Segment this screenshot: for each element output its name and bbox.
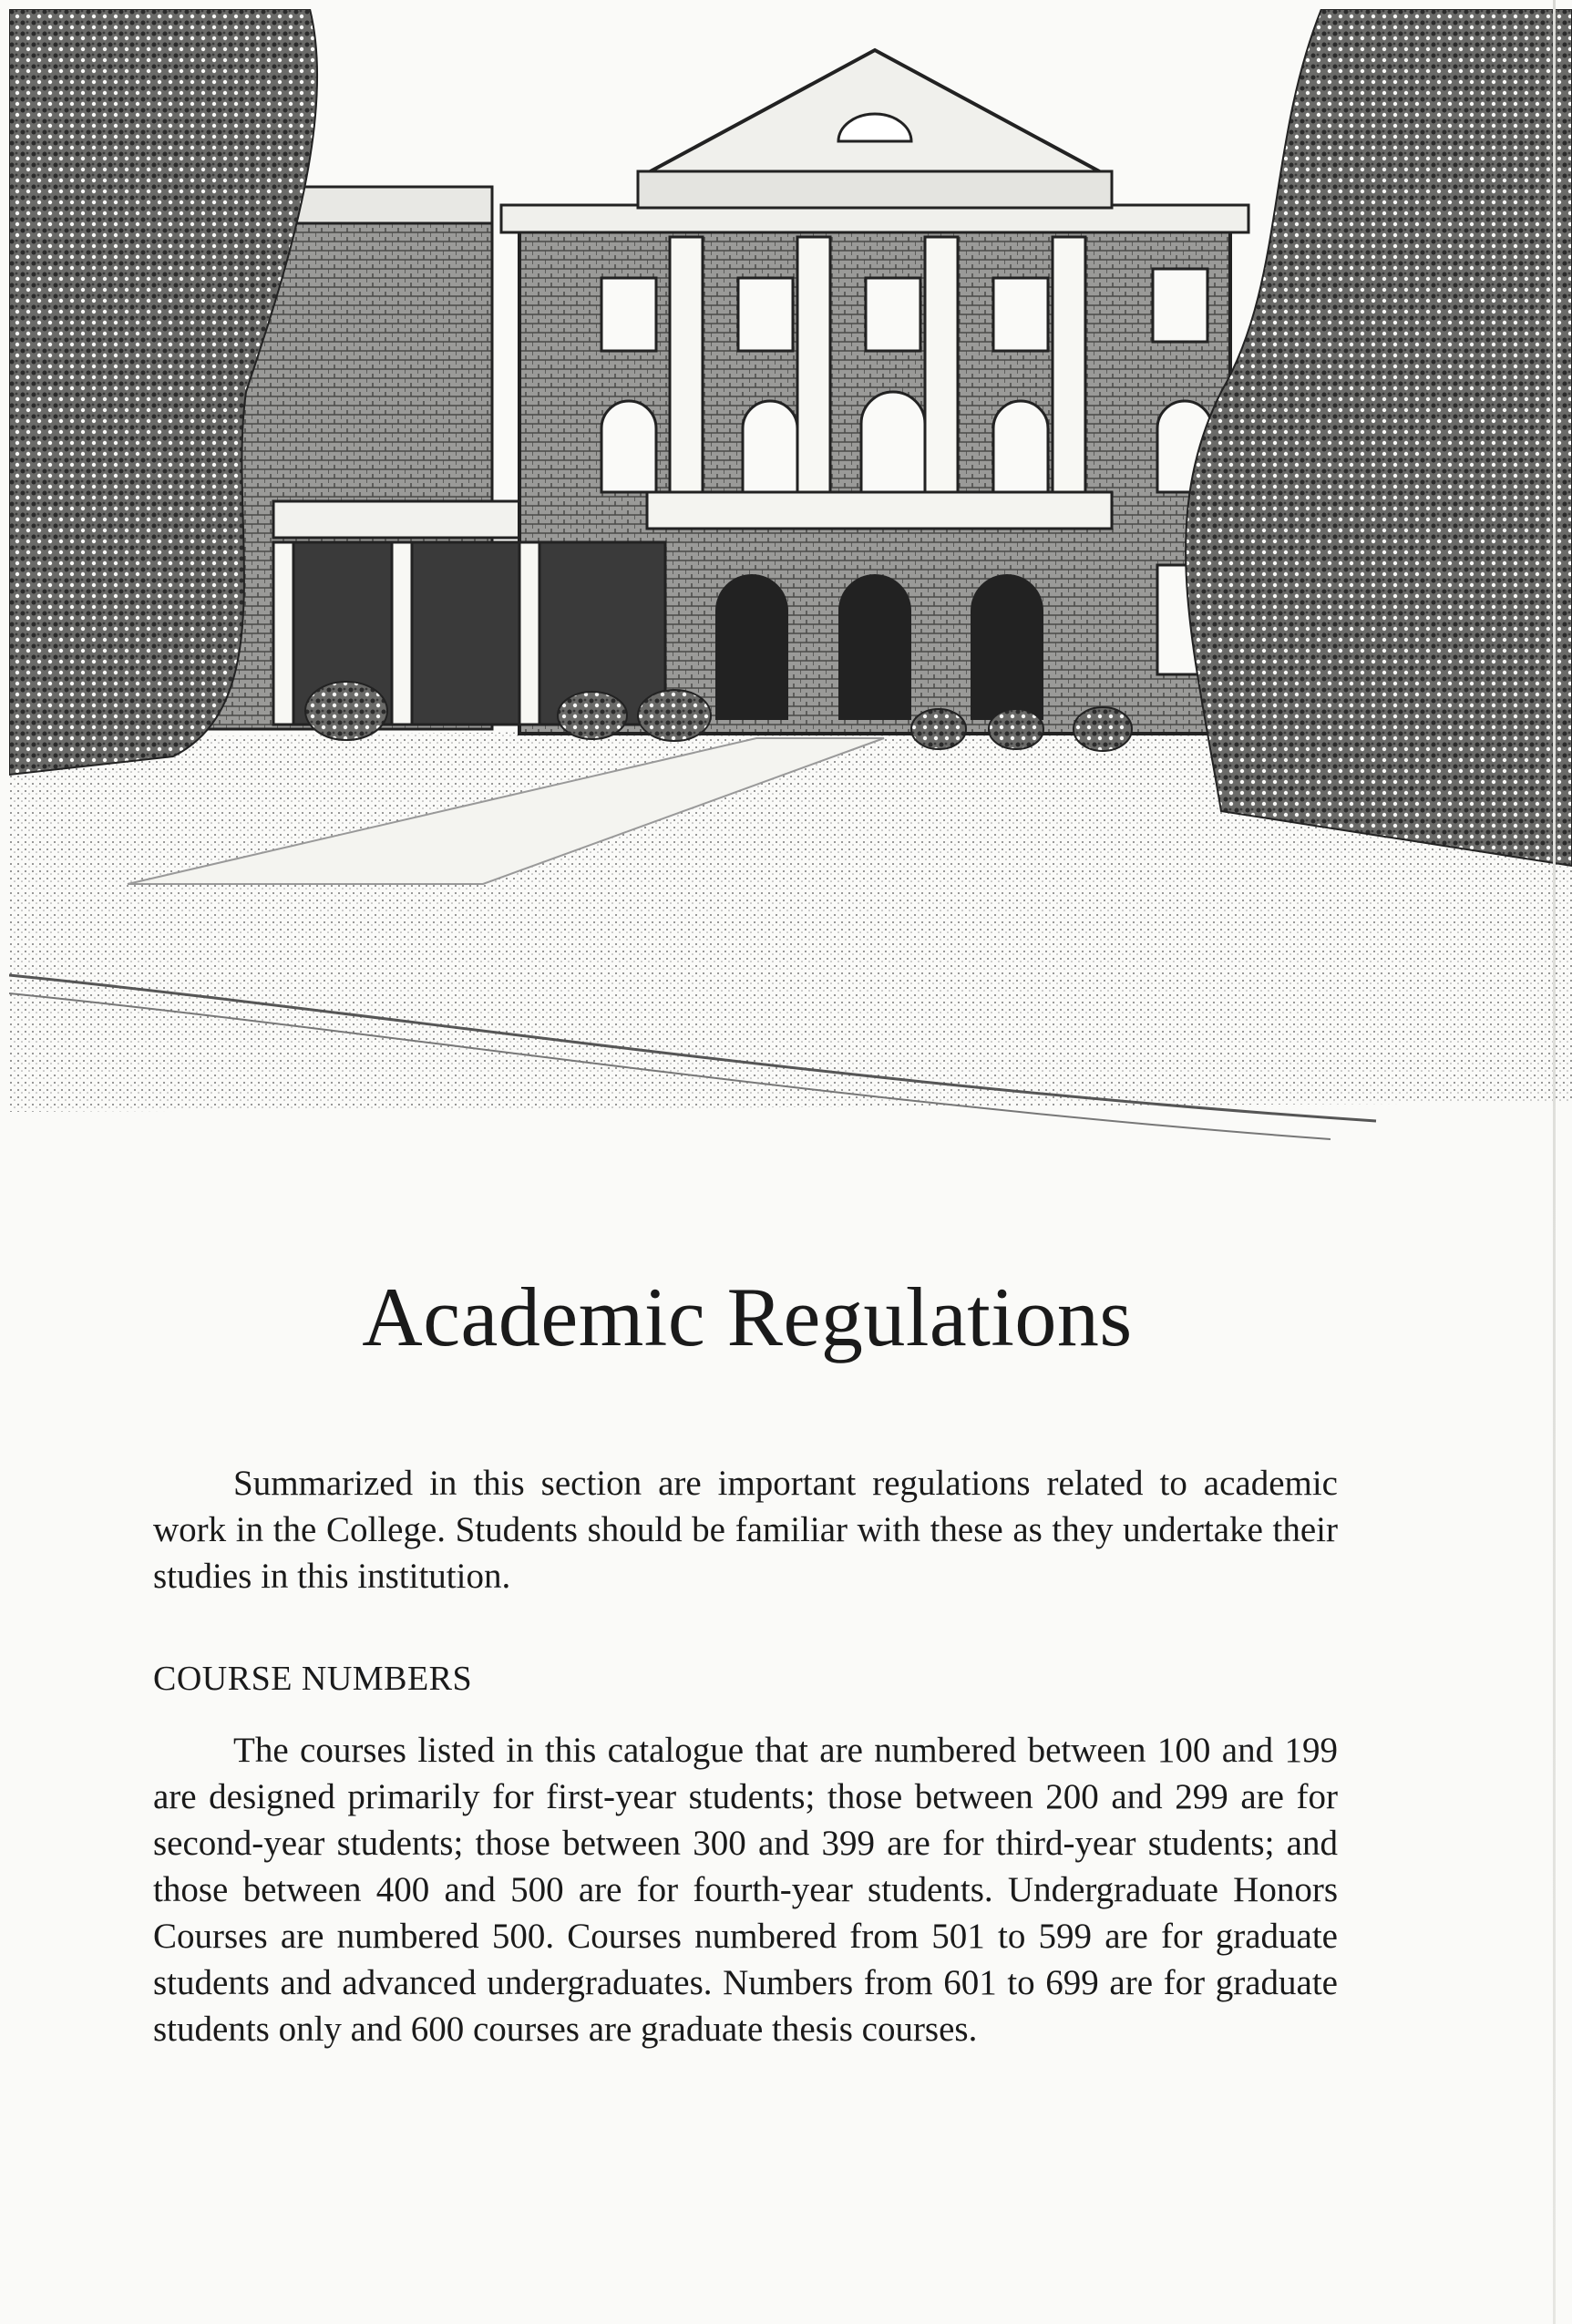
page-title: Academic Regulations [362, 1270, 1133, 1363]
page-edge-shadow [1553, 0, 1556, 2324]
intro-paragraph: Summarized in this section are important regulations related to academic work in the College. Students should be familiar with these as they undertake their studies in this institution. [153, 1464, 1338, 1596]
course-numbers-paragraph: The courses listed in this catalogue that are numbered between 100 and 199 are designed primarily for first-year students; those between 200 and 299 are for second-year students; those between 300 and 399 are for third-year students; and those between 400 and 500 are for fourth-year students. Undergraduate Honors Courses are numbered 500. Courses numbered from 501 to 599 are for graduate students and advanced undergraduates. Numbers from 601 to 699 are for graduate students only and 600 courses are graduate thesis courses. [153, 1731, 1338, 2049]
section-heading-course-numbers: COURSE NUMBERS [153, 1660, 473, 1698]
campus-building-icon [9, 9, 1572, 1157]
building-illustration [9, 9, 1572, 1157]
